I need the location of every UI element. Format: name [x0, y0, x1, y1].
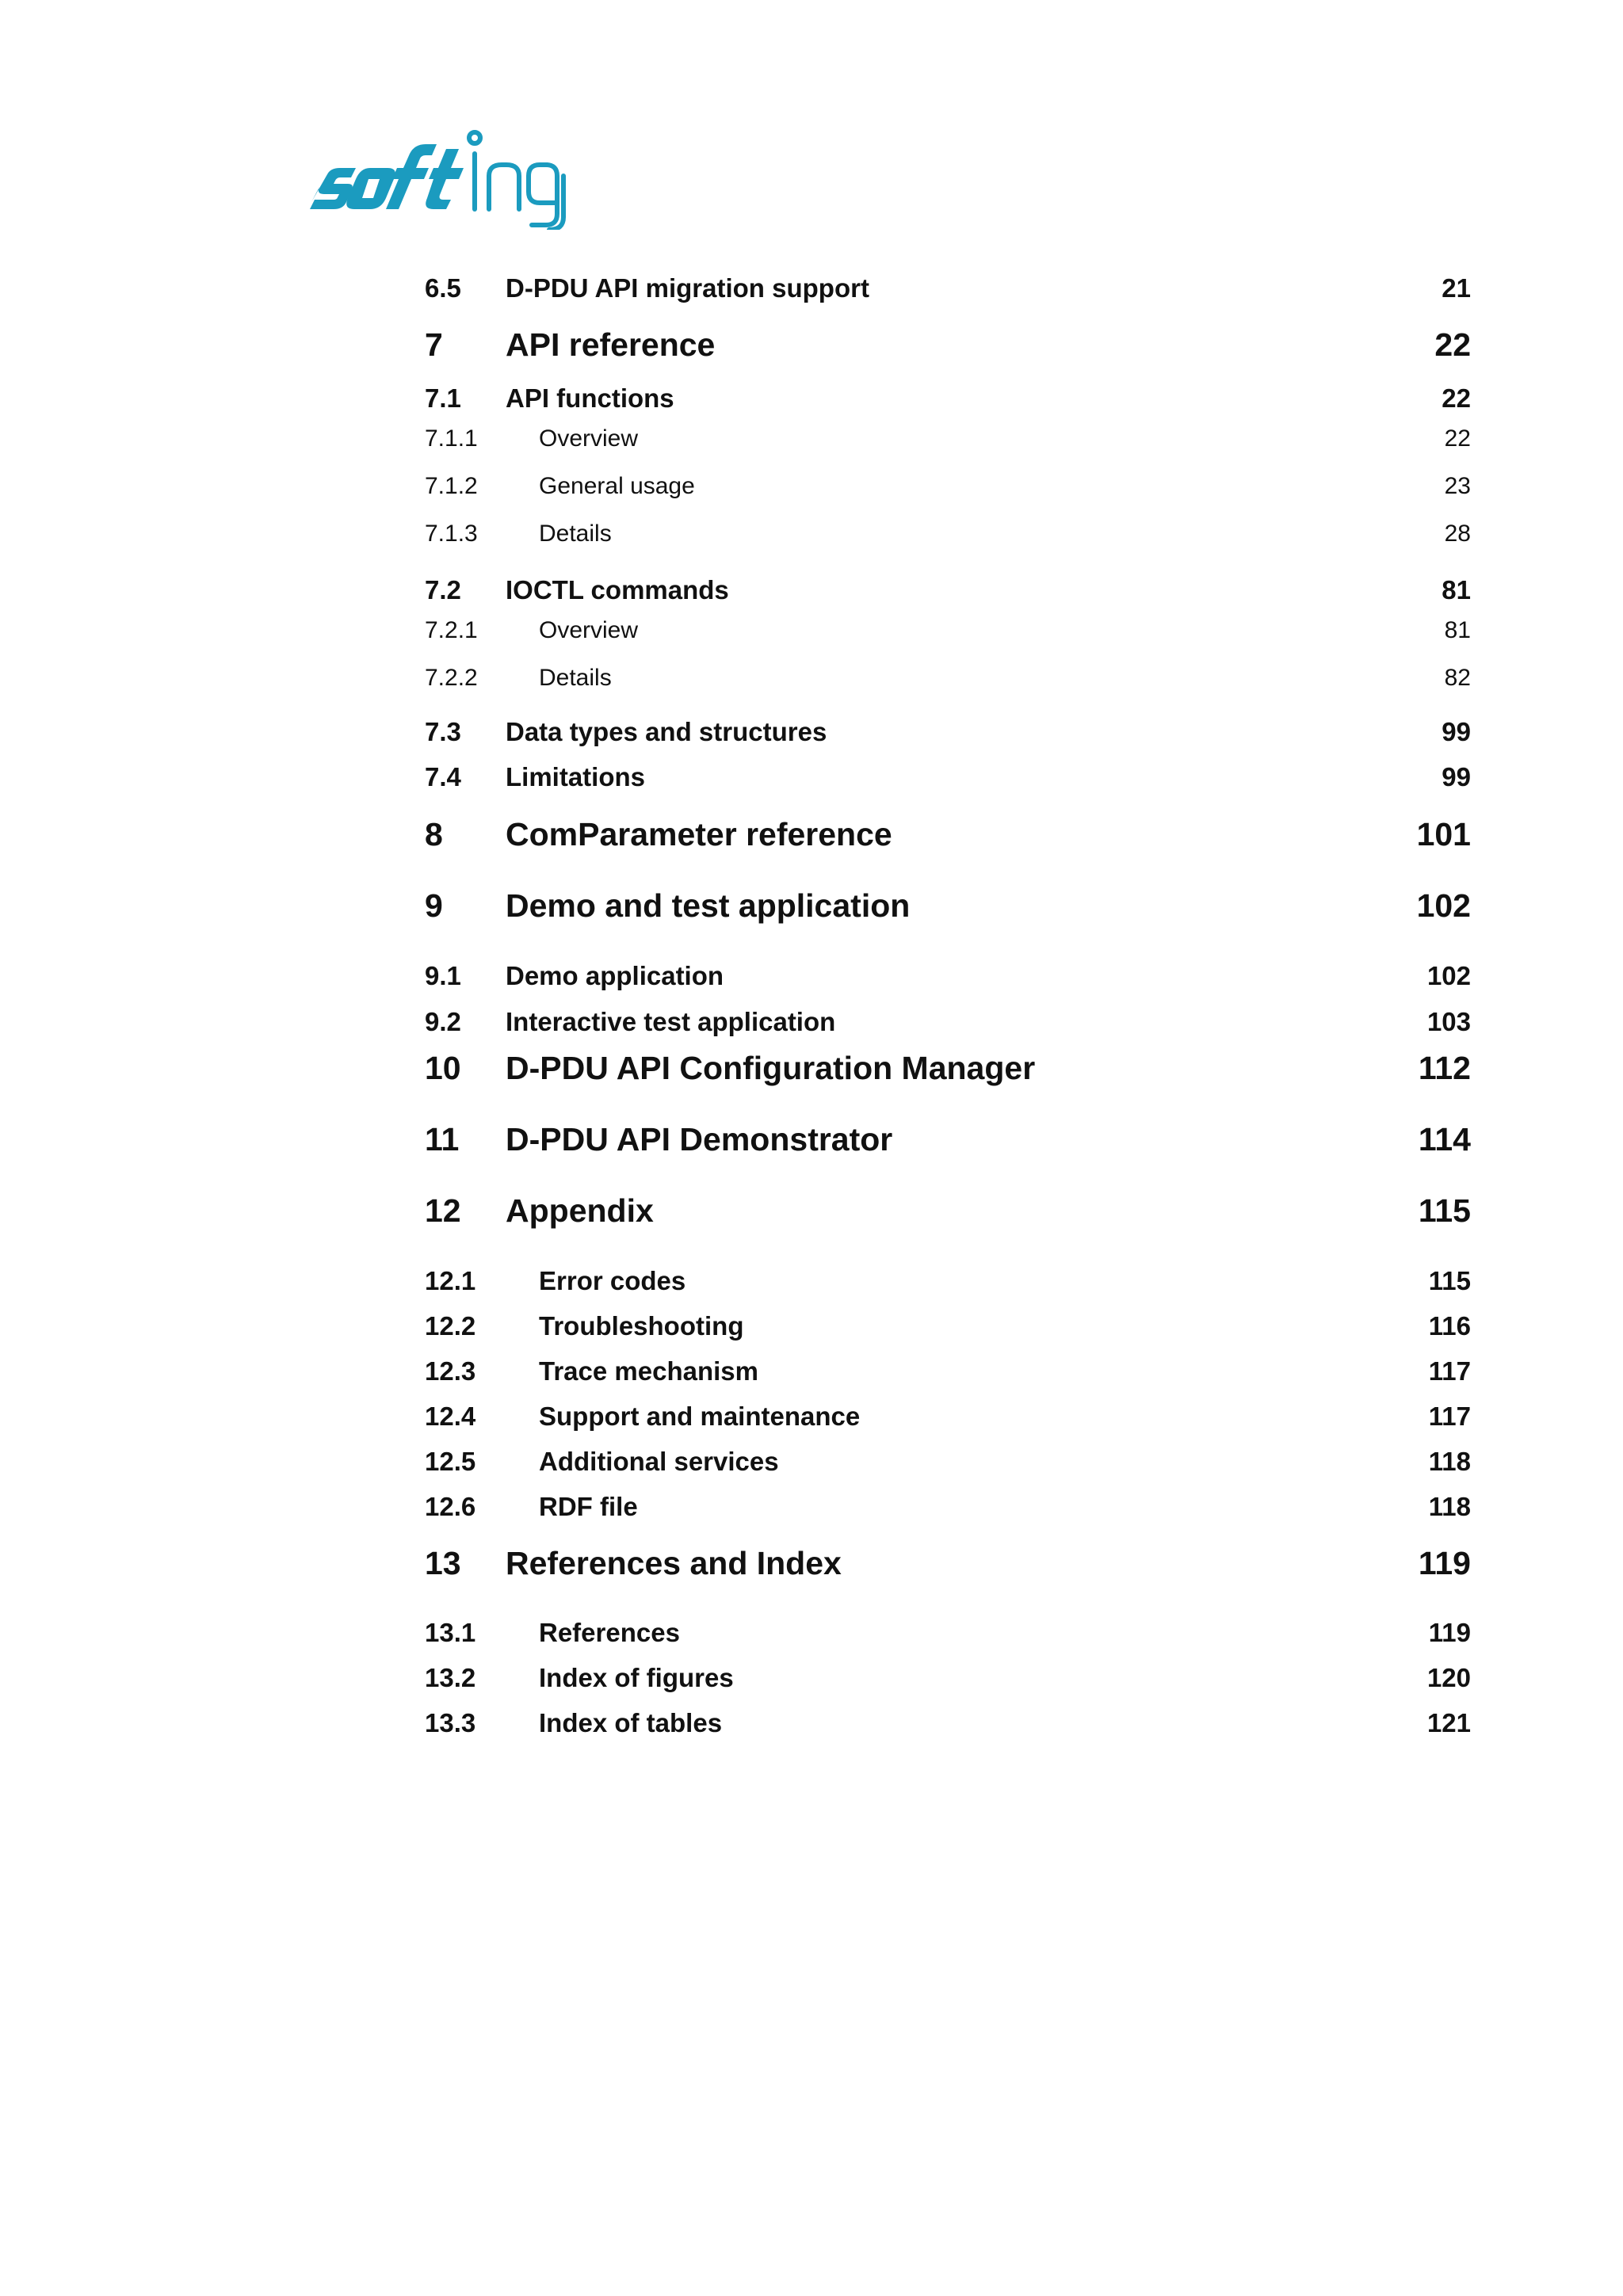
toc-entry-page-number: 102 — [1416, 887, 1471, 924]
toc-entry-title: API functions — [506, 383, 674, 413]
toc-entry[interactable] — [425, 1447, 1471, 1478]
toc-entry-number: 12 — [425, 1192, 461, 1229]
toc-entry[interactable] — [425, 425, 1471, 456]
toc-entry-number: 12.5 — [425, 1447, 476, 1476]
toc-entry-title: Error codes — [539, 1266, 686, 1295]
toc-entry-number: 13 — [425, 1545, 461, 1581]
toc-entry-page-number: 102 — [1426, 961, 1471, 990]
toc-entry-page-number: 120 — [1426, 1663, 1471, 1692]
toc-entry-page-number: 118 — [1428, 1492, 1471, 1521]
toc-entry[interactable] — [425, 575, 1471, 607]
toc-entry-page-number: 119 — [1418, 1545, 1471, 1581]
toc-entry-page-number: 112 — [1418, 1050, 1471, 1086]
toc-entry[interactable] — [425, 665, 1471, 695]
toc-entry-page-number: 81 — [1444, 617, 1471, 643]
toc-entry-page-number: 28 — [1444, 521, 1471, 547]
toc-entry-page-number: 119 — [1428, 1618, 1471, 1647]
toc-entry-title: Support and maintenance — [539, 1402, 861, 1431]
toc-entry[interactable] — [425, 521, 1471, 551]
toc-entry-number: 7.1.3 — [425, 521, 478, 547]
toc-entry-number: 13.3 — [425, 1708, 476, 1737]
toc-entry-title: IOCTL commands — [506, 575, 729, 605]
toc-entry-number: 12.3 — [425, 1356, 476, 1386]
toc-entry[interactable] — [425, 326, 1471, 366]
toc-entry-title: ComParameter reference — [506, 816, 892, 852]
toc-entry-number: 12.2 — [425, 1311, 476, 1341]
toc-entry[interactable] — [425, 1311, 1471, 1343]
toc-entry-number: 13.1 — [425, 1618, 476, 1647]
toc-entry-page-number: 99 — [1442, 762, 1471, 791]
toc-entry[interactable] — [425, 1618, 1471, 1650]
toc-entry-title: General usage — [539, 473, 695, 499]
toc-entry-number: 9.2 — [425, 1007, 461, 1036]
toc-entry-title: Data types and structures — [506, 717, 827, 746]
toc-entry[interactable] — [425, 617, 1471, 647]
toc-entry-number: 7.1.1 — [425, 425, 478, 452]
toc-entry-page-number: 23 — [1444, 473, 1471, 499]
toc-entry[interactable] — [425, 1356, 1471, 1388]
toc-entry-number: 7.2 — [425, 575, 461, 605]
toc-entry-title: Details — [539, 665, 612, 691]
toc-entry-title: Index of tables — [539, 1708, 723, 1737]
toc-entry-title: Demo and test application — [506, 887, 911, 924]
toc-entry-number: 9 — [425, 887, 443, 924]
toc-entry-title: D-PDU API Demonstrator — [506, 1121, 893, 1158]
table-of-contents — [425, 0, 1471, 2296]
toc-entry-title: References and Index — [506, 1545, 842, 1581]
toc-entry[interactable] — [425, 1492, 1471, 1524]
toc-entry-page-number: 21 — [1442, 273, 1471, 303]
toc-entry[interactable] — [425, 1402, 1471, 1433]
toc-entry[interactable] — [425, 383, 1471, 415]
toc-entry-number: 10 — [425, 1050, 461, 1086]
toc-entry-title: API reference — [506, 326, 716, 363]
toc-entry-title: Overview — [539, 617, 639, 643]
toc-entry-number: 7.2.1 — [425, 617, 478, 643]
toc-entry-page-number: 99 — [1442, 717, 1471, 746]
toc-entry[interactable] — [425, 1192, 1471, 1232]
toc-entry-title: RDF file — [539, 1492, 638, 1521]
toc-entry-title: Troubleshooting — [539, 1311, 744, 1341]
toc-entry-page-number: 81 — [1442, 575, 1471, 605]
toc-entry-page-number: 116 — [1428, 1311, 1471, 1341]
toc-entry-page-number: 115 — [1418, 1192, 1471, 1229]
toc-entry[interactable] — [425, 717, 1471, 749]
toc-entry-title: Limitations — [506, 762, 646, 791]
toc-entry[interactable] — [425, 816, 1471, 856]
toc-entry-page-number: 82 — [1444, 665, 1471, 691]
toc-entry-number: 7.4 — [425, 762, 461, 791]
toc-entry-page-number: 121 — [1426, 1708, 1471, 1737]
toc-entry-number: 12.6 — [425, 1492, 476, 1521]
toc-entry[interactable] — [425, 961, 1471, 993]
toc-entry-number: 11 — [425, 1121, 460, 1158]
toc-entry-page-number: 22 — [1434, 326, 1471, 363]
toc-entry-number: 7 — [425, 326, 443, 363]
toc-entry[interactable] — [425, 1121, 1471, 1161]
toc-entry-number: 12.4 — [425, 1402, 476, 1431]
toc-entry[interactable] — [425, 1007, 1471, 1039]
toc-entry[interactable] — [425, 762, 1471, 794]
toc-entry-title: Trace mechanism — [539, 1356, 758, 1386]
toc-entry-title: Demo application — [506, 961, 724, 990]
toc-entry-title: Index of figures — [539, 1663, 734, 1692]
toc-entry-page-number: 117 — [1428, 1402, 1471, 1431]
toc-entry[interactable] — [425, 887, 1471, 927]
toc-entry[interactable] — [425, 1663, 1471, 1695]
toc-entry[interactable] — [425, 273, 1471, 305]
toc-entry[interactable] — [425, 1545, 1471, 1585]
toc-entry-page-number: 103 — [1426, 1007, 1471, 1036]
toc-entry-title: Appendix — [506, 1192, 654, 1229]
toc-entry-number: 7.1 — [425, 383, 461, 413]
toc-entry-page-number: 22 — [1444, 425, 1471, 452]
toc-entry-title: Interactive test application — [506, 1007, 836, 1036]
toc-entry[interactable] — [425, 1050, 1471, 1089]
toc-entry-page-number: 115 — [1428, 1266, 1471, 1295]
toc-entry-number: 7.1.2 — [425, 473, 478, 499]
toc-entry-number: 6.5 — [425, 273, 461, 303]
toc-entry-number: 7.3 — [425, 717, 461, 746]
toc-entry-title: D-PDU API migration support — [506, 273, 869, 303]
toc-entry-page-number: 117 — [1428, 1356, 1471, 1386]
toc-entry-title: Details — [539, 521, 612, 547]
toc-entry[interactable] — [425, 473, 1471, 503]
toc-entry-title: D-PDU API Configuration Manager — [506, 1050, 1036, 1086]
toc-entry-title: Overview — [539, 425, 639, 452]
toc-entry-number: 13.2 — [425, 1663, 476, 1692]
toc-entry[interactable] — [425, 1708, 1471, 1740]
toc-entry-number: 8 — [425, 816, 443, 852]
toc-entry-page-number: 114 — [1418, 1121, 1471, 1158]
toc-entry-number: 12.1 — [425, 1266, 476, 1295]
toc-entry-title: References — [539, 1618, 680, 1647]
toc-entry[interactable] — [425, 1266, 1471, 1298]
toc-entry-number: 7.2.2 — [425, 665, 478, 691]
toc-entry-page-number: 118 — [1428, 1447, 1471, 1476]
toc-entry-page-number: 101 — [1416, 816, 1471, 852]
toc-entry-title: Additional services — [539, 1447, 779, 1476]
toc-entry-number: 9.1 — [425, 961, 461, 990]
toc-entry-page-number: 22 — [1442, 383, 1471, 413]
